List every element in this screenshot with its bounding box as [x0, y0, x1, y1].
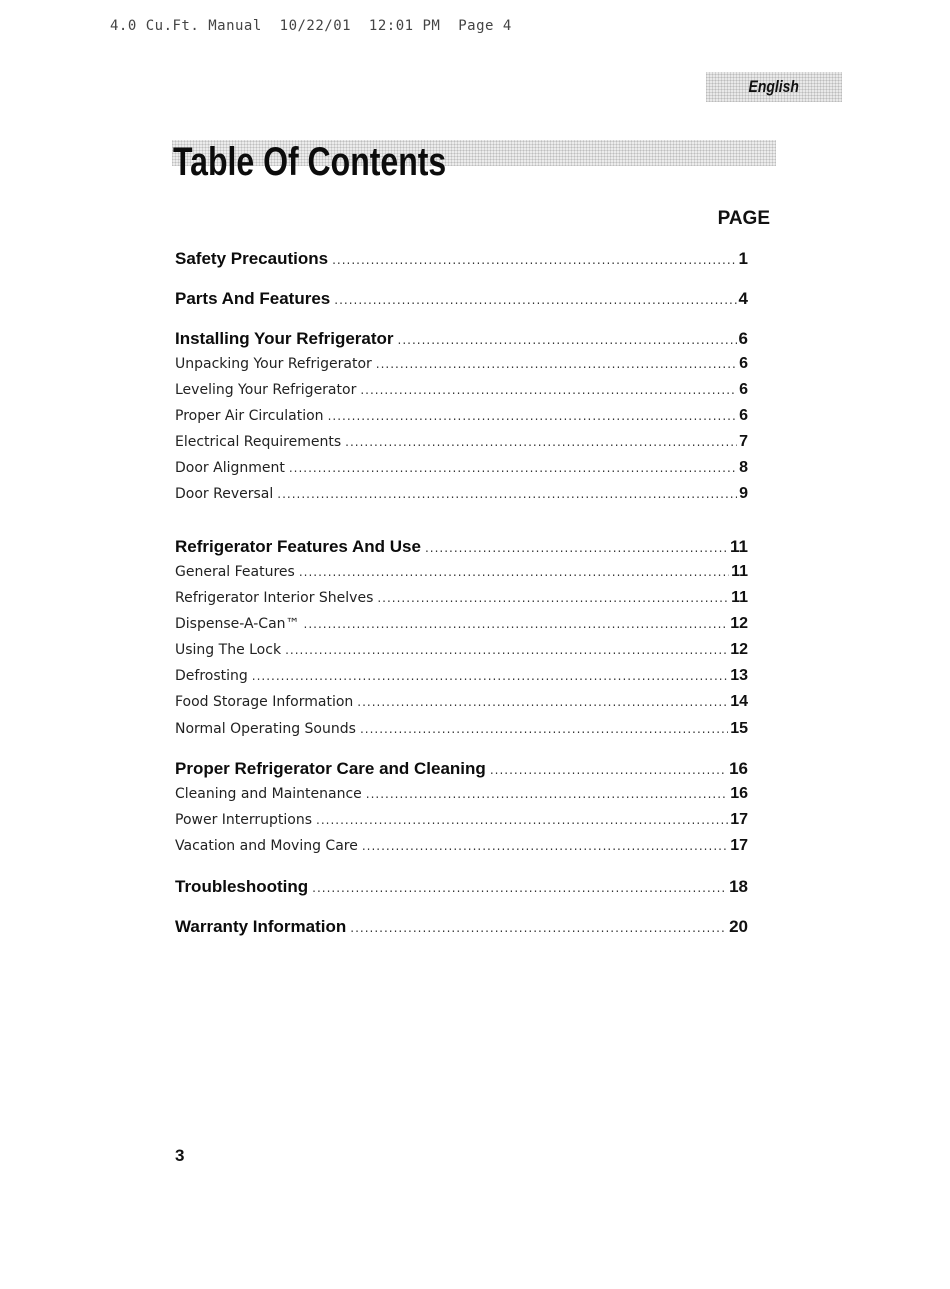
- toc-entry: [175, 811, 748, 829]
- toc-entry: [175, 667, 748, 685]
- toc-entry: [175, 329, 748, 349]
- toc-dot-leader: [345, 435, 737, 449]
- toc-dot-leader: [334, 293, 736, 307]
- toc-entry-label: Defrosting: [175, 668, 248, 684]
- toc-entry-page: 8: [739, 459, 748, 476]
- toc-entry-page: 6: [739, 407, 748, 424]
- toc-entry-label: Door Reversal: [175, 486, 274, 502]
- toc-entry-label: General Features: [175, 564, 295, 580]
- toc-entry-page: 11: [730, 537, 748, 556]
- toc-entry-page: 6: [739, 355, 748, 372]
- toc-entry: [175, 641, 748, 659]
- toc-entry-page: 4: [738, 289, 748, 308]
- toc-entry-page: 14: [730, 693, 748, 710]
- toc-dot-leader: [425, 541, 728, 555]
- toc-entry: [175, 433, 748, 451]
- toc-entry: [175, 615, 748, 633]
- toc-entry-page: 18: [729, 877, 748, 896]
- page-title: Table Of Contents: [173, 140, 447, 184]
- toc-entry-label: Cleaning and Maintenance: [175, 786, 362, 802]
- toc-dot-leader: [285, 643, 728, 657]
- toc-entry-page: 15: [730, 720, 748, 737]
- language-tab: [706, 72, 842, 102]
- toc-entry-label: Unpacking Your Refrigerator: [175, 356, 372, 372]
- toc-dot-leader: [398, 333, 737, 347]
- toc-dot-leader: [366, 787, 728, 801]
- toc-entry: [175, 589, 748, 607]
- toc-entry-page: 1: [738, 249, 748, 268]
- toc-entry-page: 9: [739, 485, 748, 502]
- toc-entry-page: 12: [730, 641, 748, 658]
- toc-entry-label: Proper Refrigerator Care and Cleaning: [175, 759, 486, 778]
- toc-entry-label: Vacation and Moving Care: [175, 838, 358, 854]
- toc-entry-label: Refrigerator Features And Use: [175, 537, 421, 556]
- toc-entry: [175, 289, 748, 309]
- toc-entry-label: Proper Air Circulation: [175, 408, 324, 424]
- toc-entry-page: 12: [730, 615, 748, 632]
- toc-dot-leader: [350, 921, 727, 935]
- toc-dot-leader: [252, 669, 728, 683]
- toc-entry-page: 17: [730, 811, 748, 828]
- toc-entry-page: 6: [738, 329, 748, 348]
- toc-entry: [175, 693, 748, 711]
- toc-entry: [175, 459, 748, 477]
- toc-entry-label: Door Alignment: [175, 460, 285, 476]
- toc-entry: [175, 355, 748, 373]
- toc-entry-label: Troubleshooting: [175, 877, 309, 896]
- toc-dot-leader: [362, 839, 728, 853]
- toc-entry: [175, 485, 748, 503]
- toc-entry-label: Parts And Features: [175, 289, 331, 308]
- toc-entry-label: Installing Your Refrigerator: [175, 329, 394, 348]
- toc-dot-leader: [490, 763, 727, 777]
- toc-entry-label: Normal Operating Sounds: [175, 721, 356, 737]
- toc-entry-page: 11: [731, 589, 748, 606]
- toc-entry-label: Refrigerator Interior Shelves: [175, 590, 374, 606]
- toc-entry-label: Electrical Requirements: [175, 434, 342, 450]
- toc-dot-leader: [277, 487, 737, 501]
- toc-dot-leader: [312, 881, 727, 895]
- toc-entry-page: 16: [729, 759, 748, 778]
- toc-entry-label: Safety Precautions: [175, 249, 329, 268]
- toc-entry: [175, 407, 748, 425]
- toc-dot-leader: [304, 617, 729, 631]
- toc-entry-label: Using The Lock: [175, 642, 282, 658]
- toc-dot-leader: [377, 591, 729, 605]
- language-tab-label: English: [748, 77, 800, 96]
- toc-entry-label: Leveling Your Refrigerator: [175, 382, 357, 398]
- toc-entry-page: 6: [739, 381, 748, 398]
- toc-entry-label: Food Storage Information: [175, 694, 354, 710]
- page-column-label: PAGE: [717, 208, 770, 229]
- toc-entry: [175, 917, 748, 937]
- toc-entry-page: 13: [730, 667, 748, 684]
- toc-entry: [175, 537, 748, 557]
- toc-entry-page: 11: [731, 563, 748, 580]
- toc-entry-page: 16: [730, 785, 748, 802]
- toc-entry-label: Warranty Information: [175, 917, 347, 936]
- toc-dot-leader: [289, 461, 737, 475]
- toc-dot-leader: [332, 253, 736, 267]
- toc-dot-leader: [328, 409, 738, 423]
- toc-dot-leader: [299, 565, 729, 579]
- toc-entry: [175, 837, 748, 855]
- toc-entry: [175, 720, 748, 738]
- toc-entry: [175, 381, 748, 399]
- toc-dot-leader: [360, 722, 728, 736]
- toc-entry: [175, 877, 748, 897]
- toc-dot-leader: [376, 357, 737, 371]
- page-number: 3: [175, 1146, 185, 1165]
- toc-dot-leader: [316, 813, 728, 827]
- toc-entry-label: Power Interruptions: [175, 812, 313, 828]
- toc-entry-page: 17: [730, 837, 748, 854]
- print-header: 4.0 Cu.Ft. Manual 10/22/01 12:01 PM Page 4: [110, 18, 512, 34]
- toc-entry: [175, 759, 748, 779]
- toc-entry: [175, 249, 748, 269]
- toc-entry: [175, 785, 748, 803]
- toc-dot-leader: [360, 383, 737, 397]
- toc-entry-page: 7: [739, 433, 748, 450]
- toc-dot-leader: [357, 695, 728, 709]
- toc-entry-page: 20: [729, 917, 748, 936]
- toc-entry-label: Dispense-A-Can™: [175, 616, 300, 632]
- toc-entry: [175, 563, 748, 581]
